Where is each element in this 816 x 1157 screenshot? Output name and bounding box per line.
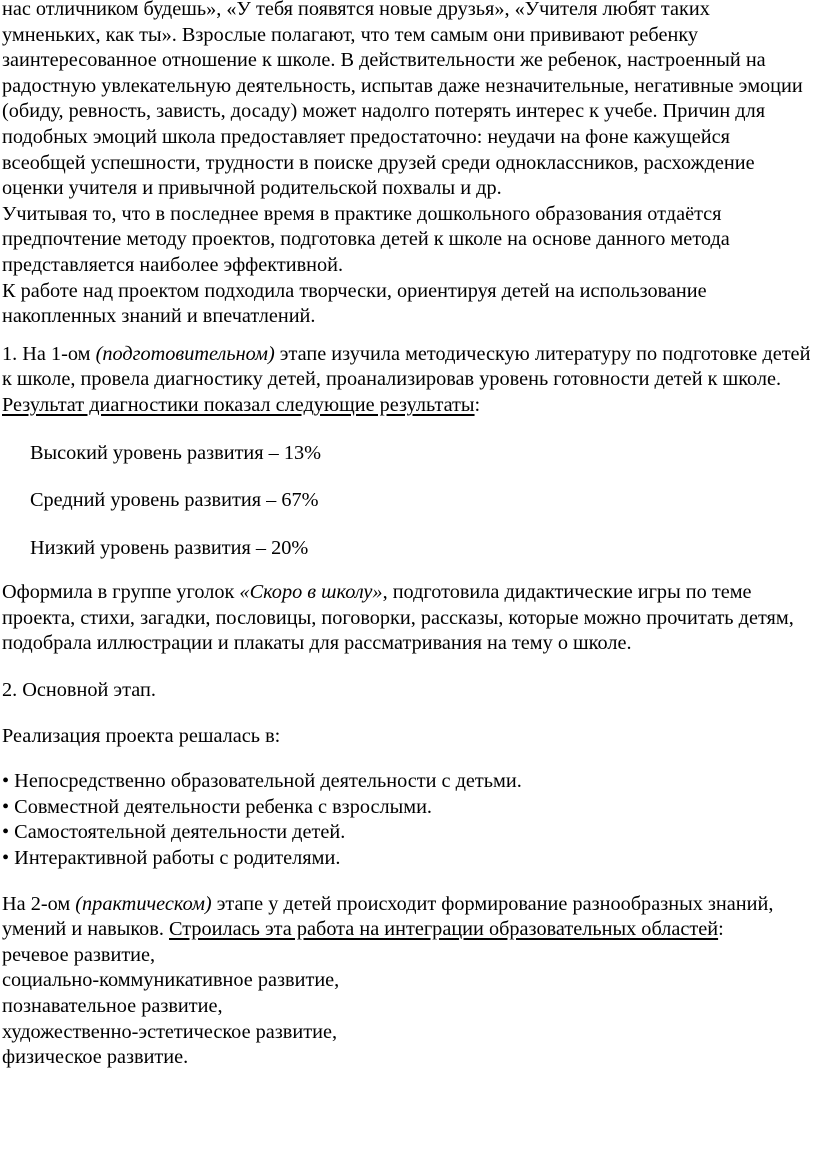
level-low: Низкий уровень развития – 20% [30,536,309,559]
list-item: • Совместной деятельности ребенка с взрослыми. [2,795,432,818]
stage2-text: этапе у детей происходит формирование разнообразных знаний, умений и навыков. [2,892,774,941]
realization-heading: Реализация проекта решалась в: [2,724,281,747]
list-item: речевое развитие, [2,943,156,966]
list-item: познавательное развитие, [2,995,223,1017]
stage1-suffix: : [474,393,481,416]
stage1-diagnostics-underlined: Результат диагностики показал следующие результаты [2,393,475,416]
corner-prefix: Оформила в группе уголок [2,581,240,604]
list-item: • Самостоятельной деятельности детей. [2,821,346,844]
method-paragraph: Учитывая то, что в последнее время в практике дошкольного образования отдаётся предпочтение методу проектов, подготовка детей к школе на основе данного метода представляется наиболее эффективной. [2,202,730,276]
stage1-prefix: 1. На 1-ом [2,342,96,365]
realization-list [2,769,812,871]
stage2-heading: 2. Основной этап. [2,679,156,702]
corner-text: , подготовила дидактические игры по теме проекта, стихи, загадки, пословицы, поговорки, рассказы, которые можно прочитать детям, подобрала иллюстрации и плакаты для рассматривания на тему о школе. [2,581,794,655]
list-item: художественно-эстетическое развитие, [2,1020,338,1043]
level-medium: Средний уровень развития – 67% [30,489,319,512]
areas-list [2,943,812,1071]
list-item: • Непосредственно образовательной деятельности с детьми. [2,770,522,793]
list-item: социально-коммуникативное развитие, [2,969,340,992]
list-item: • Интерактивной работы с родителями. [2,847,341,870]
stage2-integration-underlined: Строилась эта работа на интеграции образовательных областей [169,918,719,941]
level-high: Высокий уровень развития – 13% [30,441,322,464]
stage1-paragraph [2,342,812,419]
document-page [2,0,812,1071]
stage1-name: (подготовительном) [95,342,275,365]
corner-name: «Скоро в школу» [239,581,383,604]
list-item: физическое развитие. [2,1046,189,1069]
corner-paragraph [2,580,812,657]
intro-paragraph: нас отличником будешь», «У тебя появятся новые друзья», «Учителя любят таких умненьких, как ты». Взрослые полагают, что тем самым они прививают ребенку заинтересованное отношение к школе. В действительности же ребенок, настроенный на радостную увлекательную деятельность, испытав даже незначительные, негативные эмоции (обиду, ревность, зависть, досаду) может надолго потерять интерес к учебе. Причин для подобных эмоций школа предоставляет предостаточно: неудачи на фоне кажущейся всеобщей успешности, трудности в поиске друзей среди одноклассников, расхождение оценки учителя и привычной родительской похвалы и др. [2,0,803,200]
stage2-paragraph [2,892,812,943]
stage2-suffix: : [718,918,724,941]
diagnostic-levels [2,441,812,562]
project-work-paragraph: К работе над проектом подходила творчески, ориентируя детей на использование накопленных знаний и впечатлений. [2,279,707,328]
stage2-prefix: На 2-ом [2,892,76,915]
stage1-text: этапе изучила методическую литературу по подготовке детей к школе, провела диагностику детей, проанализировав уровень готовности детей к школе. [2,342,811,391]
stage2-name: (практическом) [75,892,212,915]
